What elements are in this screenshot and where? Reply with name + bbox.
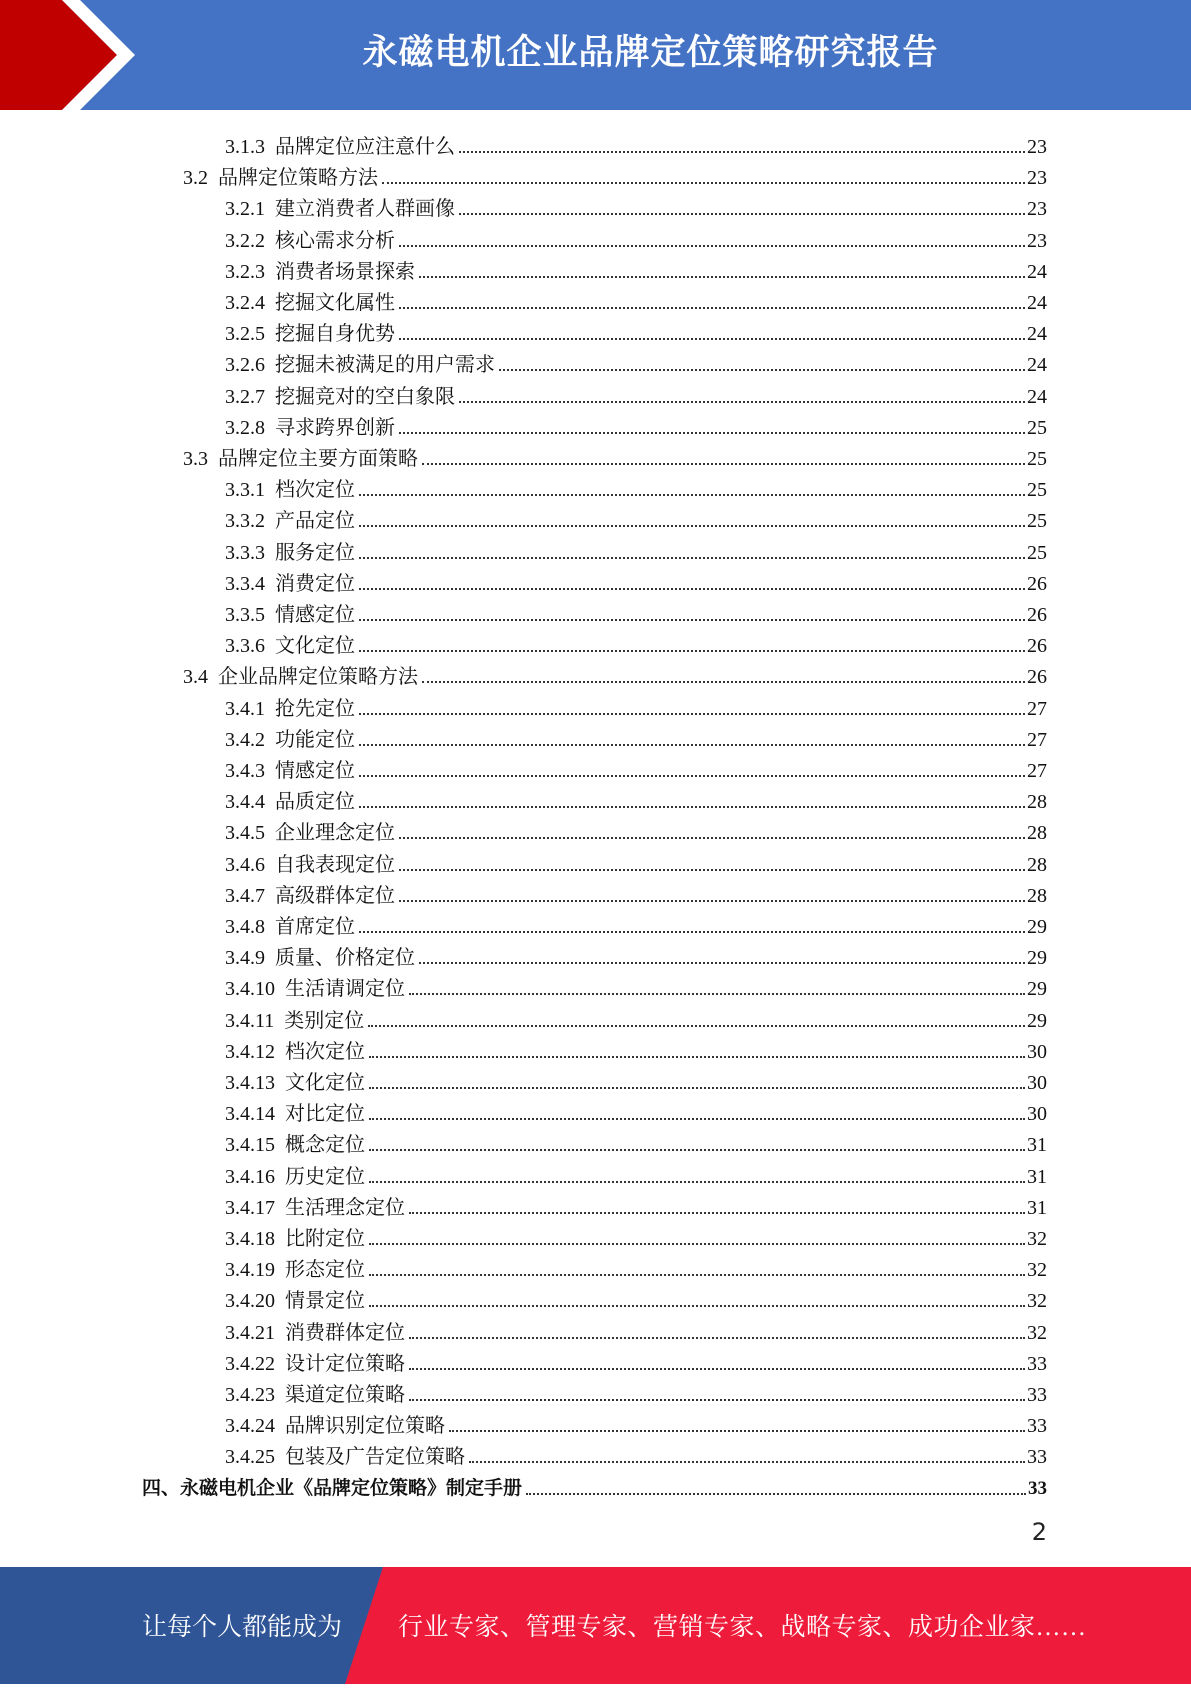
toc-entry-title: 消费定位 [275,572,355,595]
toc-entry-number: 3.4.6 [225,853,265,876]
toc-entry-title: 消费群体定位 [285,1321,405,1344]
toc-entry-page: 24 [1027,292,1047,314]
toc-entry-title: 功能定位 [275,728,355,751]
toc-entry-gap [265,509,275,533]
toc-entry-number: 3.4.10 [225,978,275,1001]
toc-entry-number: 3.4.18 [225,1228,275,1250]
toc-dot-leader [359,712,1025,715]
toc-entry-number: 3.4.16 [225,1165,275,1188]
toc-entry-gap [275,1258,285,1282]
toc-entry-number: 3.1.3 [225,136,265,158]
toc-entry-page: 31 [1027,1165,1047,1188]
toc-entry-number: 3.4.20 [225,1290,275,1313]
toc-entry-title: 历史定位 [285,1165,365,1188]
page-number: 2 [1031,1518,1047,1546]
toc-entry-title: 挖掘竞对的空白象限 [275,385,455,408]
toc-entry-title: 企业品牌定位策略方法 [218,666,418,689]
toc-entry-number: 3.4.1 [225,697,265,720]
toc-entry-gap [265,946,275,970]
toc-entry-title: 比附定位 [285,1228,365,1250]
toc-dot-leader [419,961,1025,964]
toc-entry-gap [208,447,218,471]
toc-entry[interactable] [225,1345,1047,1376]
toc-dot-leader [359,743,1025,746]
toc-entry-page: 23 [1027,229,1047,252]
toc-entry[interactable] [225,877,1047,908]
toc-entry-gap [265,915,275,939]
toc-entry-gap [265,728,275,752]
toc-dot-leader [399,836,1025,839]
toc-entry-gap [208,665,218,689]
toc-entry[interactable] [225,1220,1047,1251]
toc-entry-number: 3.4.17 [225,1196,275,1219]
toc-dot-leader [369,1180,1025,1183]
toc-entry[interactable] [225,970,1047,1001]
toc-dot-leader [409,992,1025,995]
toc-entry-title: 高级群体定位 [275,884,395,907]
toc-dot-leader [526,1492,1026,1495]
toc-entry-number: 3.4.3 [225,760,265,782]
toc-dot-leader [359,805,1025,808]
header-arrow-decoration [0,0,150,110]
toc-entry-gap [265,353,275,377]
toc-entry[interactable] [225,1064,1047,1095]
toc-entry[interactable] [225,1033,1047,1064]
toc-entry-page: 26 [1027,635,1047,658]
toc-entry-number: 3.3.4 [225,572,265,595]
toc-entry-gap [275,1040,285,1064]
toc-dot-leader [359,774,1025,777]
toc-dot-leader [399,244,1025,247]
toc-entry[interactable] [225,690,1047,721]
toc-entry-gap [265,416,275,440]
toc-entry-page: 25 [1027,448,1047,470]
toc-entry-title: 设计定位策略 [285,1352,405,1375]
toc-entry-gap [265,260,275,284]
toc-entry[interactable] [225,284,1047,315]
toc-entry-number: 3.2.5 [225,323,265,346]
toc-entry-page: 33 [1027,1446,1047,1469]
toc-entry-gap [265,697,275,721]
toc-entry[interactable] [225,1407,1047,1438]
toc-entry-number: 3.2 [183,167,208,190]
toc-entry-page: 28 [1027,884,1047,907]
toc-entry[interactable] [225,346,1047,377]
toc-entry-page: 32 [1027,1321,1047,1344]
toc-entry-title: 服务定位 [275,541,355,564]
toc-entry-title: 建立消费者人群画像 [275,198,455,221]
toc-dot-leader [359,556,1025,559]
toc-entry-number: 3.3.6 [225,635,265,658]
toc-entry-number: 3.3 [183,448,208,470]
toc-dot-leader [359,587,1025,590]
toc-entry-page: 28 [1027,853,1047,876]
toc-entry-title: 文化定位 [275,635,355,658]
toc-dot-leader [399,868,1025,871]
toc-entry-title: 品质定位 [275,791,355,814]
toc-entry-number: 3.4.13 [225,1072,275,1094]
toc-entry-number: 3.4.21 [225,1321,275,1344]
toc-entry-gap [265,821,275,845]
toc-entry-page: 24 [1027,260,1047,283]
toc-entry-title: 渠道定位策略 [285,1384,405,1406]
toc-dot-leader [399,899,1025,902]
toc-entry-title: 挖掘自身优势 [275,323,395,346]
toc-entry-gap [265,884,275,908]
toc-entry-number: 3.4.15 [225,1134,275,1157]
toc-entry-number: 3.4 [183,666,208,689]
toc-entry[interactable] [183,440,1047,471]
toc-entry-title: 品牌识别定位策略 [285,1415,445,1438]
toc-entry[interactable] [225,1314,1047,1345]
toc-entry-page: 28 [1027,822,1047,845]
toc-entry[interactable] [225,315,1047,346]
toc-dot-leader [399,306,1025,309]
toc-entry-gap [265,197,275,221]
toc-entry-gap [265,759,275,783]
page-header [0,0,1191,110]
toc-dot-leader [369,1117,1025,1120]
toc-entry[interactable] [225,721,1047,752]
toc-entry-page: 33 [1027,1352,1047,1375]
toc-dot-leader [499,368,1025,371]
toc-entry[interactable] [225,752,1047,783]
toc-entry[interactable] [225,1095,1047,1126]
toc-dot-leader [399,431,1025,434]
toc-entry-number: 3.4.25 [225,1446,275,1469]
toc-entry-number: 3.2.7 [225,385,265,408]
toc-entry-page: 24 [1027,385,1047,408]
toc-dot-leader [469,1460,1025,1463]
toc-entry[interactable] [225,908,1047,939]
toc-entry-gap [275,1102,285,1126]
toc-entry-title: 四、永磁电机企业《品牌定位策略》制定手册 [142,1477,523,1499]
toc-entry-page: 29 [1027,916,1047,938]
toc-dot-leader [409,1336,1025,1339]
toc-entry-title: 企业理念定位 [275,822,395,845]
toc-entry-page: 30 [1027,1103,1047,1126]
toc-entry-number: 3.2.8 [225,416,265,439]
toc-entry-page: 29 [1027,978,1047,1001]
toc-entry-number: 3.4.11 [225,1009,275,1032]
toc-entry[interactable] [225,1282,1047,1313]
toc-entry-number: 3.4.7 [225,884,265,907]
toc-entry-page: 24 [1027,323,1047,346]
toc-dot-leader [409,1398,1025,1401]
toc-dot-leader [459,400,1025,403]
toc-dot-leader [359,618,1025,621]
toc-entry-gap [265,385,275,409]
toc-entry-title: 寻求跨界创新 [275,416,395,439]
toc-entry-gap [265,478,275,502]
toc-entry-page: 25 [1027,416,1047,439]
toc-entry[interactable] [225,222,1047,253]
toc-dot-leader [459,150,1025,153]
toc-dot-leader [369,1304,1025,1307]
toc-entry-title: 情感定位 [275,760,355,782]
toc-entry-title: 档次定位 [275,479,355,502]
toc-entry-number: 3.2.6 [225,354,265,377]
toc-entry[interactable] [225,1189,1047,1220]
toc-dot-leader [368,1024,1025,1027]
toc-entry-gap [275,1165,285,1189]
toc-dot-leader [422,680,1025,683]
toc-entry-number: 3.3.5 [225,604,265,626]
toc-entry-title: 品牌定位主要方面策略 [218,448,418,470]
toc-entry-title: 生活请调定位 [285,978,405,1001]
toc-entry-gap [275,1383,285,1407]
toc-entry-number: 3.4.22 [225,1352,275,1375]
toc-entry-gap [265,853,275,877]
toc-entry-number: 3.4.8 [225,916,265,938]
toc-entry-gap [265,634,275,658]
toc-entry-number: 3.4.2 [225,728,265,751]
toc-entry[interactable] [225,502,1047,533]
toc-entry-title: 文化定位 [285,1072,365,1094]
toc-entry-title: 产品定位 [275,510,355,533]
toc-entry-title: 抢先定位 [275,697,355,720]
toc-entry-gap [265,291,275,315]
toc-entry-title: 形态定位 [285,1259,365,1282]
toc-entry[interactable] [225,1438,1047,1469]
toc-dot-leader [459,212,1025,215]
toc-entry[interactable] [225,1251,1047,1282]
toc-entry-number: 3.4.5 [225,822,265,845]
toc-entry-gap [275,1196,285,1220]
toc-entry-page: 26 [1027,604,1047,626]
toc-entry-title: 核心需求分析 [275,229,395,252]
toc-entry[interactable] [225,378,1047,409]
toc-entry[interactable] [183,658,1047,689]
toc-entry-gap [265,135,275,159]
toc-entry-title: 情感定位 [275,604,355,626]
toc-entry-page: 25 [1027,510,1047,533]
toc-entry-gap [265,229,275,253]
toc-entry-gap [275,1289,285,1313]
toc-entry[interactable] [183,159,1047,190]
toc-entry-page: 32 [1027,1290,1047,1313]
toc-entry-page: 29 [1027,1009,1047,1032]
toc-entry[interactable] [225,253,1047,284]
toc-dot-leader [359,649,1025,652]
toc-entry-number: 3.4.23 [225,1384,275,1406]
toc-entry[interactable] [225,783,1047,814]
toc-entry-title: 包装及广告定位策略 [285,1446,465,1469]
toc-entry-gap [275,977,285,1001]
toc-entry-page: 31 [1027,1196,1047,1219]
toc-entry-title: 挖掘文化属性 [275,292,395,314]
toc-entry-number: 3.3.3 [225,541,265,564]
toc-entry[interactable] [225,471,1047,502]
toc-entry-gap [265,572,275,596]
toc-entry-title: 情景定位 [285,1290,365,1313]
toc-entry-page: 23 [1027,167,1047,190]
toc-dot-leader [369,1055,1025,1058]
toc-dot-leader [359,493,1025,496]
toc-entry-title: 消费者场景探索 [275,260,415,283]
toc-entry-gap [274,1009,284,1033]
toc-dot-leader [422,462,1025,465]
toc-dot-leader [449,1429,1025,1432]
toc-entry-number: 3.4.12 [225,1040,275,1063]
toc-entry-gap [275,1133,285,1157]
toc-entry[interactable] [225,814,1047,845]
toc-entry-title: 自我表现定位 [275,853,395,876]
toc-entry[interactable] [225,1158,1047,1189]
toc-dot-leader [369,1086,1025,1089]
toc-entry-gap [275,1071,285,1095]
toc-entry-gap [265,790,275,814]
toc-entry-page: 33 [1027,1384,1047,1406]
toc-entry-page: 30 [1027,1072,1047,1094]
toc-entry-title: 首席定位 [275,916,355,938]
toc-dot-leader [409,1367,1025,1370]
toc-entry-page: 27 [1027,728,1047,751]
toc-entry-number: 3.4.24 [225,1415,275,1438]
toc-entry-gap [208,166,218,190]
toc-entry-page: 26 [1027,666,1047,689]
toc-entry-page: 23 [1027,198,1047,221]
toc-entry[interactable] [225,1002,1047,1033]
toc-entry-page: 33 [1028,1477,1047,1499]
toc-dot-leader [419,275,1025,278]
toc-entry-number: 3.4.19 [225,1259,275,1282]
toc-entry-page: 29 [1027,947,1047,970]
page-footer [0,1567,1191,1684]
toc-entry[interactable] [142,1470,1047,1501]
toc-entry-page: 26 [1027,572,1047,595]
toc-entry-page: 33 [1027,1415,1047,1438]
toc-entry[interactable] [225,627,1047,658]
toc-entry[interactable] [225,128,1047,159]
toc-entry[interactable] [225,1376,1047,1407]
toc-entry-number: 3.4.4 [225,791,265,814]
toc-dot-leader [399,337,1025,340]
toc-entry-page: 30 [1027,1040,1047,1063]
toc-entry-page: 23 [1027,136,1047,158]
toc-dot-leader [359,524,1025,527]
toc-entry-title: 对比定位 [285,1103,365,1126]
toc-dot-leader [409,1211,1025,1214]
toc-entry[interactable] [225,409,1047,440]
toc-entry-page: 28 [1027,791,1047,814]
toc-dot-leader [369,1148,1025,1151]
toc-entry-page: 25 [1027,541,1047,564]
toc-entry-title: 品牌定位策略方法 [218,167,378,190]
toc-entry-number: 3.2.3 [225,260,265,283]
toc-entry[interactable] [225,190,1047,221]
toc-entry-title: 概念定位 [285,1134,365,1157]
toc-entry-gap [275,1227,285,1251]
toc-entry-title: 质量、价格定位 [275,947,415,970]
toc-entry-gap [275,1445,285,1469]
toc-entry-gap [275,1352,285,1376]
document-title: 永磁电机企业品牌定位策略研究报告 [362,33,939,73]
toc-entry-number: 3.2.2 [225,229,265,252]
toc-dot-leader [359,930,1025,933]
toc-entry-page: 24 [1027,354,1047,377]
toc-entry-number: 3.4.9 [225,947,265,970]
footer-slogan-left: 让每个人都能成为 [142,1614,343,1641]
toc-dot-leader [369,1242,1025,1245]
toc-entry-title: 档次定位 [285,1040,365,1063]
toc-entry-number: 3.3.1 [225,479,265,502]
toc-entry-page: 32 [1027,1259,1047,1282]
toc-entry-page: 31 [1027,1134,1047,1157]
toc-entry-page: 27 [1027,697,1047,720]
toc-entry[interactable] [225,846,1047,877]
toc-entry-number: 3.3.2 [225,510,265,533]
toc-entry[interactable] [225,565,1047,596]
toc-entry[interactable] [225,596,1047,627]
toc-entry-page: 27 [1027,760,1047,782]
toc-entry-number: 3.2.1 [225,198,265,221]
toc-entry-gap [275,1321,285,1345]
toc-entry-title: 类别定位 [284,1009,365,1032]
toc-entry-title: 生活理念定位 [285,1196,405,1219]
toc-entry-number: 3.2.4 [225,292,265,314]
toc-dot-leader [369,1273,1025,1276]
toc-entry-gap [275,1414,285,1438]
footer-slogan-right: 行业专家、管理专家、营销专家、战略专家、成功企业家…… [398,1614,1087,1641]
toc-entry-page: 25 [1027,479,1047,502]
toc-entry[interactable] [225,939,1047,970]
toc-dot-leader [382,181,1025,184]
toc-entry-number: 3.4.14 [225,1103,275,1126]
toc-entry[interactable] [225,1126,1047,1157]
toc-entry-title: 挖掘未被满足的用户需求 [275,354,495,377]
toc-entry-page: 32 [1027,1228,1047,1250]
toc-entry-gap [265,603,275,627]
toc-entry-gap [265,322,275,346]
toc-entry[interactable] [225,534,1047,565]
toc-entry-gap [265,541,275,565]
toc-entry-title: 品牌定位应注意什么 [275,136,455,158]
